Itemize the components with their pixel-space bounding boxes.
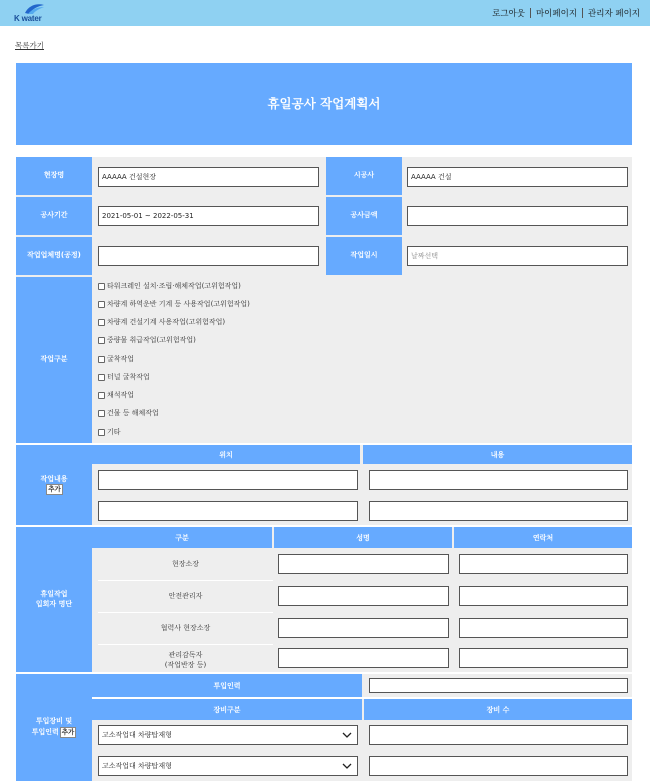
checkbox-label: 차량계 건설기계 사용작업(고위험작업) [107,318,226,326]
role-safety-manager [98,581,273,612]
name-column-header: 성명 [274,527,452,548]
equipment-type-select-2[interactable] [98,756,358,776]
top-nav [492,7,640,19]
equipment-count-input-2[interactable] [369,756,628,776]
checkbox-tunnel[interactable] [98,372,150,382]
equipment-type-select-1[interactable] [98,725,358,745]
role-label: 현장소장 [171,559,200,568]
contractor-label: 시공사 [326,157,402,195]
checkbox-label: 건물 등 해체작업 [107,409,159,417]
role-label: 관리감독자 [168,650,203,659]
period-label: 공사기간 [16,197,92,235]
mypage-link[interactable]: 마이페이지 [535,9,578,19]
equipment-label-line2 [32,727,77,738]
back-to-list-link[interactable]: 목록가기 [15,41,44,50]
location-input-1[interactable] [98,470,358,490]
checkbox-icon [98,319,105,326]
checkbox-icon [98,337,105,344]
checkbox-label: 채석작업 [107,391,135,399]
checkbox-icon [98,392,105,399]
checkbox-other[interactable] [98,427,121,437]
amount-label: 공사금액 [326,197,402,235]
attendees-label [16,527,92,672]
safety-manager-name-input[interactable] [278,586,449,606]
work-category-label: 작업구분 [16,277,92,443]
role-sublabel: (작업반장 등) [164,660,207,669]
checkbox-label: 기타 [107,428,121,436]
work-date-picker[interactable]: 날짜선택 [407,246,628,266]
checkbox-label: 타워크레인 설치·조립·해체작업(고위험작업) [107,282,241,290]
role-column-header: 구분 [92,527,272,548]
site-name-input[interactable]: AAAAA 건설현장 [98,167,319,187]
equipment-label [16,674,92,781]
checkbox-icon [98,374,105,381]
attendees-label-line1: 휴일작업 [40,590,68,599]
amount-input[interactable] [407,206,628,226]
checkbox-label: 굴착작업 [107,355,135,363]
checkbox-label: 차량계 하역운반 기계 등 사용작업(고위험작업) [107,300,250,308]
role-partner-site-manager [98,613,273,644]
manpower-label: 투입인력 [92,674,362,697]
content-input-2[interactable] [369,501,628,521]
period-input[interactable]: 2021-05-01 ~ 2022-05-31 [98,206,319,226]
page-title: 휴일공사 작업계획서 [16,63,632,145]
site-manager-contact-input[interactable] [459,554,628,574]
logout-link[interactable]: 로그아웃 [492,9,525,19]
safety-manager-contact-input[interactable] [459,586,628,606]
site-name-label: 현장명 [16,157,92,195]
site-manager-name-input[interactable] [278,554,449,574]
logo-text: K water [14,14,42,23]
work-plan-form [16,157,632,781]
location-input-2[interactable] [98,501,358,521]
contractor-input[interactable]: AAAAA 건설 [407,167,628,187]
top-bar [0,0,650,26]
location-column-header: 위치 [92,445,360,464]
add-equipment-button[interactable]: 추가 [61,727,75,736]
checkbox-icon [98,410,105,417]
partner-manager-contact-input[interactable] [459,618,628,638]
chevron-down-icon [342,763,352,769]
content-input-1[interactable] [369,470,628,490]
manpower-input[interactable] [369,678,628,693]
work-company-label: 작업업체명(공정) [16,237,92,275]
equipment-type-column-header: 장비구분 [92,699,362,720]
work-company-input[interactable] [98,246,319,266]
supervisor-contact-input[interactable] [459,648,628,668]
checkbox-label: 중량물 취급작업(고위험작업) [107,336,196,344]
admin-page-link[interactable]: 관리자 페이지 [588,9,640,19]
work-content-label [16,445,92,525]
partner-manager-name-input[interactable] [278,618,449,638]
nav-divider [582,8,583,18]
checkbox-tower-crane[interactable] [98,281,241,291]
content-column-header: 내용 [363,445,632,464]
role-label: 협력사 현장소장 [160,623,211,632]
checkbox-demolition[interactable] [98,408,159,418]
checkbox-excavation[interactable] [98,354,134,364]
logo[interactable] [14,3,54,23]
checkbox-vehicle-construction[interactable] [98,317,225,327]
work-content-label-text: 작업내용 [40,474,68,483]
checkbox-heavy-load[interactable] [98,335,196,345]
checkbox-quarrying[interactable] [98,390,134,400]
checkbox-icon [98,356,105,363]
role-label: 안전관리자 [168,591,203,600]
role-site-manager [98,549,273,580]
nav-divider [530,8,531,18]
select-value: 고소작업대 차량탑재형 [102,762,172,770]
checkbox-icon [98,301,105,308]
equipment-count-input-1[interactable] [369,725,628,745]
equipment-count-column-header: 장비 수 [364,699,632,720]
equipment-label-text: 투입인력 [31,727,59,736]
work-date-label: 작업일시 [326,237,402,275]
add-work-content-button[interactable]: 추가 [48,485,61,494]
supervisor-name-input[interactable] [278,648,449,668]
attendees-label-line2: 입회자 명단 [35,599,73,608]
equipment-label-line1: 투입장비 및 [35,717,73,726]
contact-column-header: 연락처 [454,527,632,548]
checkbox-label: 터널 굴착작업 [107,373,150,381]
select-value: 고소작업대 차량탑재형 [102,731,172,739]
chevron-down-icon [342,732,352,738]
checkbox-vehicle-loading[interactable] [98,299,250,309]
checkbox-icon [98,429,105,436]
checkbox-icon [98,283,105,290]
